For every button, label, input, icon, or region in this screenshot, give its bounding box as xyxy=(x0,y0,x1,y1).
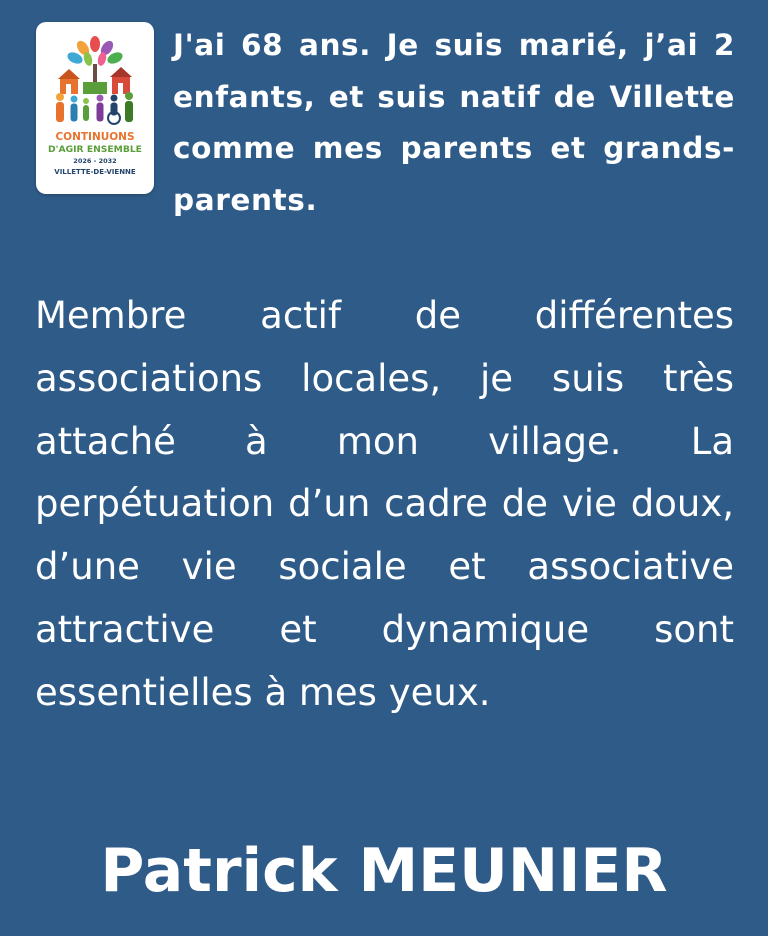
campaign-logo xyxy=(36,22,154,194)
intro-paragraph: J'ai 68 ans. Je suis marié, j’ai 2 enfants, et suis natif de Villette comme mes parents et grands-parents. xyxy=(173,28,735,217)
logo-years: 2026 - 2032 xyxy=(73,157,117,165)
bio-paragraph: Membre actif de différentes associations locales, je suis très attaché à mon village. La perpétuation d’un cadre de vie doux, d’une vie sociale et associative attractive et dynamique sont essentielles à mes yeux. xyxy=(35,294,734,714)
logo-title-line2: D'AGIR ENSEMBLE xyxy=(48,144,142,155)
logo-illustration xyxy=(36,22,154,194)
logo-town: VILLETTE-DE-VIENNE xyxy=(54,168,136,176)
logo-title-line1: CONTINUONS xyxy=(55,131,135,143)
people-icon xyxy=(56,92,133,124)
candidate-name: Patrick MEUNIER xyxy=(100,836,668,906)
